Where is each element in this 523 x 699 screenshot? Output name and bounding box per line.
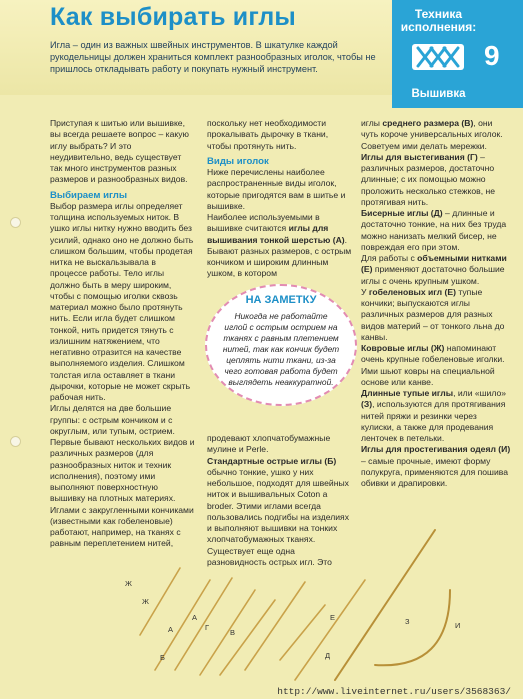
bold-term: Иглы для выстегивания (Г)	[361, 151, 478, 162]
cross-stitch-icon	[412, 44, 464, 70]
intro-text: Игла – один из важных швейных инструментов. В шкатулке каждой рукодельницы должен храниться комплект разнообразных иголок, чтобы не пришлось откладывать работу и покупать нужный инструмент.	[50, 40, 376, 74]
text: , используются для протягивания нитей пряжи и резинки через кулиски, а также для продевания ленточек в петельки.	[361, 399, 506, 443]
text: обычно тонкие, ушко у них небольшое, подходят для швейных ниток и вышивальных Coton a broder. Этими иглами всегда пользовались подгибы на изделиях и выполняют вышивки на тонких хлопчатобумажных тканях.	[207, 466, 350, 545]
page-title: Как выбирать иглы	[50, 3, 296, 31]
bold-term: (З)	[361, 399, 373, 410]
paragraph	[361, 152, 511, 208]
paragraph	[361, 253, 511, 287]
paragraph: Иглы делятся на две большие группы: с острым кончиком и с округлым, или тупым, острием. Первые бывают нескольких видов и различных размеров (для разнообразных ниток и техник исполнения), поэтому ими выполняют поверхностную вышивку на плотных материях. Иглами с закругленными кончиками (известными как гобеленовые) работают, например, на тканях с равным переплетением нитей,	[50, 403, 195, 549]
bold-term: Иглы для простегивания одеял (И)	[361, 444, 511, 455]
bold-term: Бисерные иглы (Д)	[361, 208, 443, 218]
label-i: И	[455, 621, 461, 630]
note-title: НА ЗАМЕТКУ	[245, 294, 317, 306]
text: Для работы с	[361, 253, 418, 263]
text: . Бывают разных размеров, с острым кончиком и широким длинным ушком, в котором	[207, 234, 352, 279]
label-g: Г	[205, 623, 210, 632]
bold-term: иглы для вышивания тонкой шерстью (А)	[207, 223, 345, 245]
paragraph	[361, 208, 511, 253]
bold-term: объемными нитками (Е)	[361, 253, 507, 275]
label-v: В	[230, 628, 236, 637]
source-url: http://www.liveinternet.ru/users/3568363/	[277, 686, 511, 697]
note-text: Никогда не работайте иглой с острым острием на тканях с равным плетением нитей, так как кончик будет цеплять нити ткани, из-за чего готовая работа будет выглядеть неаккуратной.	[222, 311, 340, 387]
column-1	[50, 118, 195, 550]
column-3	[361, 118, 511, 489]
note-callout	[205, 284, 357, 406]
paragraph	[361, 343, 511, 388]
bold-term: Длинные тупые иглы	[361, 388, 454, 398]
chapter-number: 9	[484, 40, 500, 71]
text: тупые кончики; выпускаются иглы различных размеров для разных видов материй – от тонкого льна до канвы.	[361, 286, 505, 342]
label-a: А	[192, 613, 198, 622]
paragraph	[361, 388, 511, 444]
text: – самые прочные, имеют форму полукруга, применяются для пошива обивки и драпировки.	[361, 455, 508, 488]
technique-badge	[392, 0, 523, 108]
label-e: Е	[330, 613, 336, 622]
section-heading: Виды иголок	[207, 155, 269, 167]
paragraph: Выбор размера иглы определяет толщина используемых ниток. В ушко иглы нитку нужно вводить без усилий, однако оно не должно быть слишком большим, чтобы продетая нитка не выскальзывала в процессе работы. Тело иглы должно быть в меру широким, чтобы с помощью иголки сквозь материал можно было протянуть нить. Если игла будет слишком тонкой, нить придется тянуть с излишним натяжением, что негативно отразится на качестве выполняемого изделия. Слишком толстая игла оставляет в ткани дырочки, которые не может скрыть рабочая нить.	[50, 200, 194, 402]
text: Наиболее используемыми в вышивке считаются	[207, 212, 320, 234]
paragraph	[361, 118, 511, 152]
needle-labels	[125, 579, 460, 662]
text: – различных размеров, достаточно длинные; с их помощью можно проложить несколько стежков, не протягивая нить.	[361, 151, 496, 207]
section-heading: Выбираем иглы	[50, 189, 128, 201]
bold-term: гобеленовых игл (Е)	[368, 286, 456, 297]
label-zh: Ж	[125, 579, 132, 588]
technique-name: Вышивка	[411, 88, 466, 100]
text: применяют достаточно большие иглы с очень крупным ушком.	[361, 264, 505, 286]
badge-heading	[392, 8, 485, 34]
column-2	[207, 118, 352, 280]
label-b: Б	[160, 653, 165, 662]
badge-line2: исполнения:	[400, 20, 477, 34]
paragraph	[361, 444, 511, 489]
needles-illustration	[120, 520, 520, 685]
text: , или «шило»	[453, 388, 507, 398]
label-zh: Ж	[142, 597, 149, 606]
text: иглы	[361, 118, 383, 128]
text: , они чуть короче универсальных иголок. Советуем ими делать мережки.	[361, 118, 503, 151]
binder-hole	[10, 436, 21, 447]
badge-line1: Техника	[414, 7, 463, 21]
paragraph: Приступая к шитью или вышивке, вы всегда решаете вопрос – какую иглу выбрать? И это неудивительно, ведь существует так много инструментов разных размеров и разнообразных видов.	[50, 118, 189, 185]
text: – длинные и достаточно тонкие, на них без труда можно нанизать мелкий бисер, не повреждая его при этом.	[361, 208, 507, 252]
label-d: Д	[325, 651, 331, 660]
paragraph	[207, 212, 352, 280]
paragraph: Существует еще одна разновидность острых игл. Это	[207, 545, 332, 567]
paragraph: поскольку нет необходимости прокалывать дырочку в ткани, чтобы протянуть нить.	[207, 118, 329, 151]
paragraph	[361, 287, 511, 343]
bold-term: среднего размера (В)	[382, 118, 474, 128]
text: напоминают очень крупные гобеленовые иголки. Ими шьют ковры на специальной основе или канве.	[361, 343, 505, 387]
needle-set	[140, 530, 450, 680]
bold-term: Стандартные острые иглы (Б)	[207, 455, 337, 466]
paragraph: продевают хлопчатобумажные мулине и Perle.	[207, 433, 331, 455]
label-z: З	[405, 617, 410, 626]
bold-term: Ковровые иглы (Ж)	[361, 343, 445, 353]
binder-hole	[10, 217, 21, 228]
label-a: А	[168, 625, 174, 634]
text: У	[361, 286, 369, 297]
paragraph: Ниже перечислены наиболее распространенные виды иголок, которые пригодятся вам в шитье и вышивке.	[207, 167, 346, 211]
